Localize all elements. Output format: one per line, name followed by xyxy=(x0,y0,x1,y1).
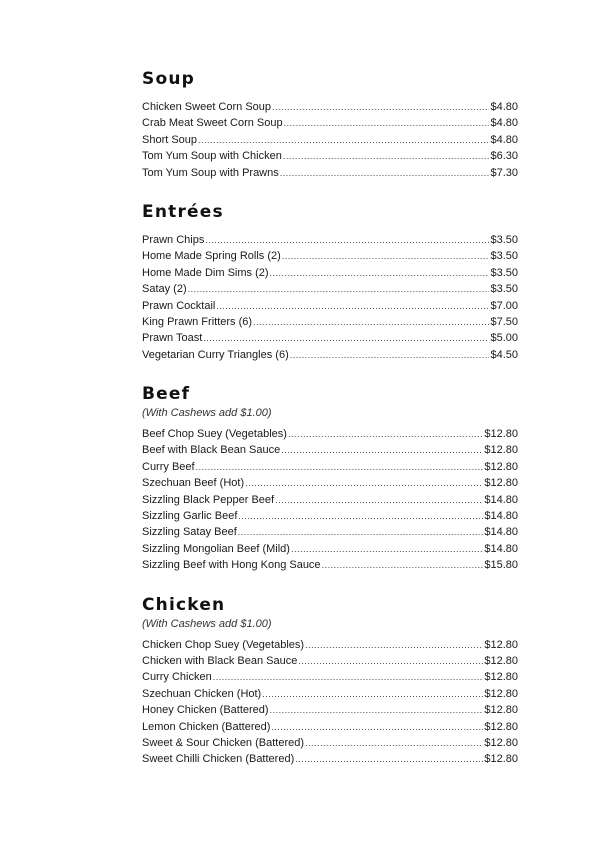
item-name: Home Made Dim Sims (2) xyxy=(142,266,269,279)
item-price: $12.80 xyxy=(484,444,518,457)
dot-leader xyxy=(282,248,490,264)
menu-item xyxy=(142,702,518,718)
item-name: Short Soup xyxy=(142,133,198,146)
section-beef xyxy=(142,383,518,574)
item-name: Sizzling Satay Beef xyxy=(142,526,237,539)
menu-item xyxy=(142,265,518,281)
item-name: Szechuan Chicken (Hot) xyxy=(142,687,262,700)
item-name: Prawn Chips xyxy=(142,233,205,246)
item-price: $14.80 xyxy=(484,526,518,539)
item-price: $12.80 xyxy=(484,428,518,441)
menu-item xyxy=(142,459,518,475)
dot-leader xyxy=(238,508,483,524)
item-name: Sweet Chilli Chicken (Battered) xyxy=(142,753,295,766)
section-title: Soup xyxy=(142,69,195,89)
item-price: $12.80 xyxy=(484,704,518,717)
dot-leader xyxy=(270,702,484,718)
dot-leader xyxy=(216,298,489,314)
dot-leader xyxy=(203,330,489,346)
item-name: Tom Yum Soup with Chicken xyxy=(142,150,282,163)
menu-item xyxy=(142,508,518,524)
menu-item xyxy=(142,557,518,573)
section-title: Beef xyxy=(142,384,191,405)
menu-item xyxy=(142,248,518,264)
item-price: $12.80 xyxy=(484,654,518,667)
item-name: Crab Meat Sweet Corn Soup xyxy=(142,117,283,130)
menu-item xyxy=(142,735,518,751)
menu-item xyxy=(142,475,518,491)
menu-item xyxy=(142,132,518,148)
dot-leader xyxy=(298,653,483,669)
item-price: $3.50 xyxy=(490,250,518,263)
menu-item xyxy=(142,442,518,458)
item-name: Curry Chicken xyxy=(142,671,212,684)
section-title: Chicken xyxy=(142,594,226,615)
dot-leader xyxy=(205,232,489,248)
item-name: Home Made Spring Rolls (2) xyxy=(142,250,281,263)
item-name: Chicken Chop Suey (Vegetables) xyxy=(142,638,305,651)
menu-item xyxy=(142,115,518,131)
item-name: Beef Chop Suey (Vegetables) xyxy=(142,428,287,441)
item-price: $3.50 xyxy=(490,283,518,296)
dot-leader xyxy=(245,475,483,491)
item-name: Chicken Sweet Corn Soup xyxy=(142,101,272,113)
item-name: Sizzling Garlic Beef xyxy=(142,510,238,523)
item-name: Tom Yum Soup with Prawns xyxy=(142,166,279,179)
dot-leader xyxy=(305,637,483,653)
menu-item xyxy=(142,148,518,164)
item-name: King Prawn Fritters (6) xyxy=(142,315,253,328)
dot-leader xyxy=(290,347,490,363)
menu-item xyxy=(142,524,518,540)
menu-item xyxy=(142,686,518,702)
item-price: $14.80 xyxy=(484,493,518,506)
dot-leader xyxy=(262,686,483,702)
dot-leader xyxy=(271,719,483,735)
dot-leader xyxy=(272,99,489,115)
dot-leader xyxy=(295,751,483,767)
menu-item xyxy=(142,347,518,363)
section-note: (With Cashews add $1.00) xyxy=(142,617,272,630)
item-price: $12.80 xyxy=(484,736,518,749)
dot-leader xyxy=(213,669,484,685)
menu-item xyxy=(142,637,518,653)
item-price: $7.30 xyxy=(490,166,518,179)
item-price: $14.80 xyxy=(484,510,518,523)
item-price: $14.80 xyxy=(484,542,518,555)
menu-item xyxy=(142,298,518,314)
dot-leader xyxy=(253,314,489,330)
dot-leader xyxy=(284,115,490,131)
section-entrees xyxy=(142,201,518,363)
menu-item xyxy=(142,751,518,767)
dot-leader xyxy=(305,735,483,751)
item-price: $7.00 xyxy=(490,299,518,312)
item-name: Satay (2) xyxy=(142,283,187,296)
dot-leader xyxy=(283,148,490,164)
menu-item xyxy=(142,314,518,330)
item-name: Sweet & Sour Chicken (Battered) xyxy=(142,736,305,749)
section-soup xyxy=(142,68,518,181)
dot-leader xyxy=(270,265,490,281)
section-chicken xyxy=(142,594,518,768)
dot-leader xyxy=(275,492,483,508)
menu-item xyxy=(142,719,518,735)
item-name: Sizzling Black Pepper Beef xyxy=(142,493,275,506)
menu-item xyxy=(142,232,518,248)
section-title: Entrées xyxy=(142,201,224,222)
item-name: Lemon Chicken (Battered) xyxy=(142,720,271,733)
item-price: $3.50 xyxy=(490,266,518,279)
dot-leader xyxy=(196,459,484,475)
item-name: Honey Chicken (Battered) xyxy=(142,704,269,717)
item-price: $12.80 xyxy=(484,687,518,700)
item-price: $15.80 xyxy=(484,559,518,572)
item-price: $12.80 xyxy=(484,753,518,766)
dot-leader xyxy=(280,165,490,181)
dot-leader xyxy=(188,281,490,297)
item-name: Sizzling Mongolian Beef (Mild) xyxy=(142,542,290,555)
menu-item xyxy=(142,99,518,115)
item-name: Curry Beef xyxy=(142,460,195,473)
dot-leader xyxy=(291,541,483,557)
item-name: Prawn Toast xyxy=(142,332,203,345)
section-note: (With Cashews add $1.00) xyxy=(142,407,272,420)
item-price: $12.80 xyxy=(484,638,518,651)
item-price: $4.80 xyxy=(490,117,518,130)
menu-item xyxy=(142,669,518,685)
menu-item xyxy=(142,653,518,669)
item-price: $4.80 xyxy=(490,133,518,146)
item-price: $5.00 xyxy=(490,332,518,345)
item-price: $12.80 xyxy=(484,720,518,733)
menu-item xyxy=(142,165,518,181)
menu-item xyxy=(142,541,518,557)
dot-leader xyxy=(281,442,483,458)
item-price: $12.80 xyxy=(484,671,518,684)
dot-leader xyxy=(238,524,484,540)
item-price: $4.80 xyxy=(490,101,518,113)
item-price: $12.80 xyxy=(484,477,518,490)
item-name: Sizzling Beef with Hong Kong Sauce xyxy=(142,559,321,572)
menu-item xyxy=(142,492,518,508)
dot-leader xyxy=(322,557,484,573)
dot-leader xyxy=(288,426,483,442)
menu-item xyxy=(142,426,518,442)
menu-page xyxy=(142,68,518,788)
item-name: Szechuan Beef (Hot) xyxy=(142,477,245,490)
menu-item xyxy=(142,330,518,346)
menu-item xyxy=(142,281,518,297)
item-price: $4.50 xyxy=(490,348,518,361)
item-price: $6.30 xyxy=(490,150,518,163)
item-price: $12.80 xyxy=(484,460,518,473)
dot-leader xyxy=(198,132,489,148)
item-name: Prawn Cocktail xyxy=(142,299,216,312)
item-name: Vegetarian Curry Triangles (6) xyxy=(142,348,289,361)
item-name: Beef with Black Bean Sauce xyxy=(142,444,281,457)
item-name: Chicken with Black Bean Sauce xyxy=(142,654,298,667)
item-price: $7.50 xyxy=(490,315,518,328)
item-price: $3.50 xyxy=(490,233,518,246)
